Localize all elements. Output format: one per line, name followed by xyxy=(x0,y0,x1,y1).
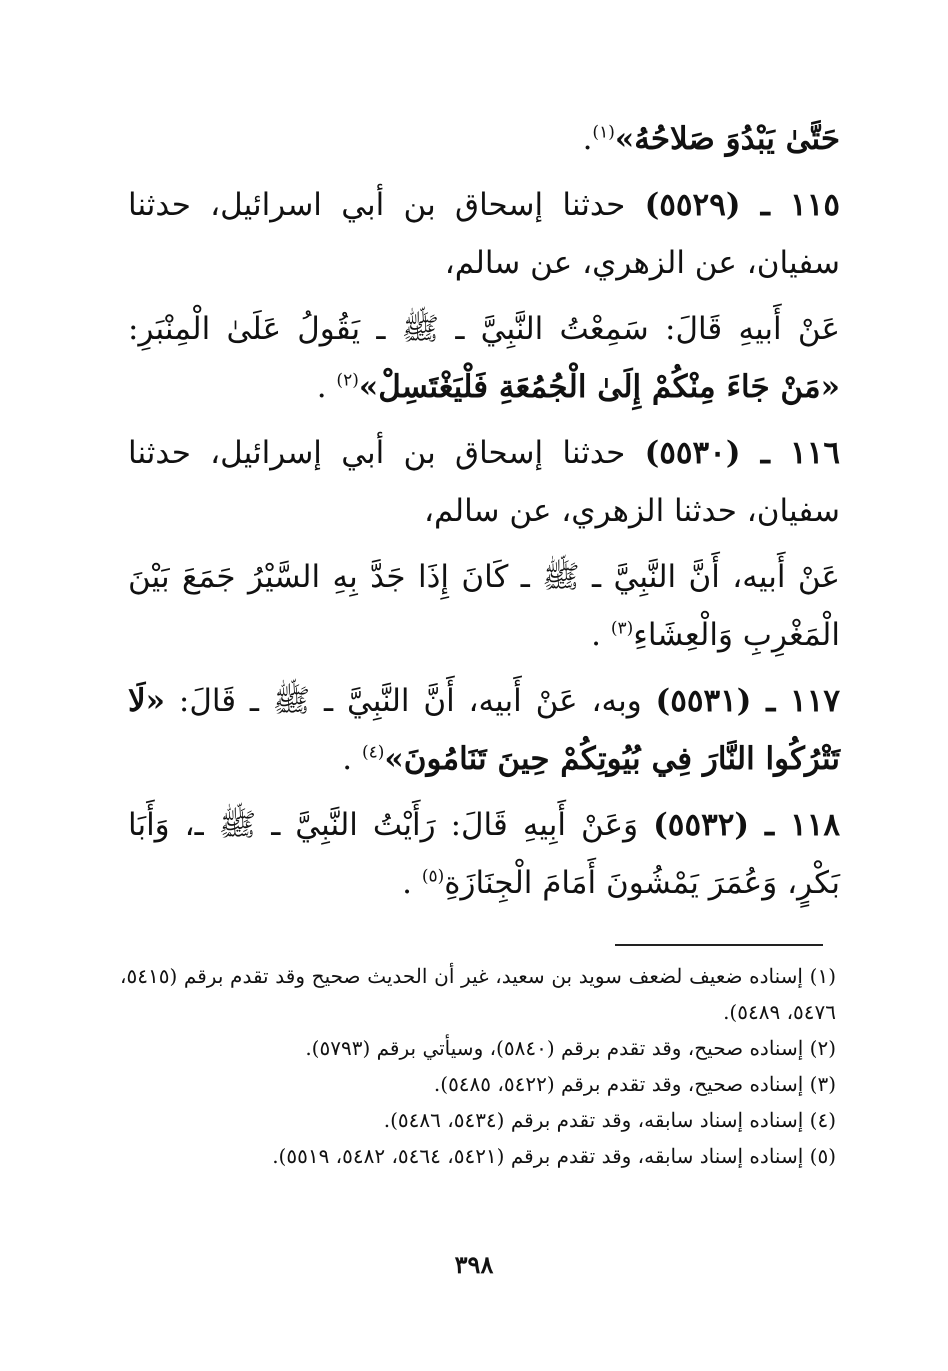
footnote-ref: (٥) xyxy=(421,866,445,887)
isnad-text: حدثنا إسحاق بن أبي اسرائيل، حدثنا سفيان، عن الزهري، عن سالم، xyxy=(128,187,840,281)
hadith-number: ١١٧ ـ (٥٥٣١) xyxy=(655,683,840,719)
footnote-ref: (٣) xyxy=(610,618,634,639)
hadith-text: حَتَّىٰ يَبْدُوَ صَلاحُهُ» xyxy=(614,121,840,157)
footnote-2: (٢) إسناده صحيح، وقد تقدم برقم (٥٨٤٠)، وسيأتي برقم (٥٧٩٣). xyxy=(305,1036,836,1060)
hadith-116-matn xyxy=(128,548,840,664)
hadith-number: ١١٥ ـ (٥٥٢٩) xyxy=(644,187,840,223)
hadith-number: ١١٦ ـ (٥٥٣٠) xyxy=(644,435,840,471)
punctuation: . xyxy=(342,741,362,777)
footnote-4: (٤) إسناده إسناد سابقه، وقد تقدم برقم (٥٤٣٤، ٥٤٨٦). xyxy=(383,1108,836,1132)
hadith-118 xyxy=(128,796,840,912)
matn-text: عَنْ أَبيهِ قَالَ: سَمِعْتُ النَّبِيَّ ـ ﷺ ـ يَقُولُ عَلَىٰ الْمِنْبَرِ: xyxy=(128,311,840,347)
hadith-text: وبه، عَنْ أَبيه، أَنَّ النَّبِيَّ ـ ﷺ ـ قَالَ: xyxy=(165,683,656,719)
isnad-text: حدثنا إسحاق بن أبي إسرائيل، حدثنا سفيان، حدثنا الزهري، عن سالم، xyxy=(128,435,840,529)
footnotes xyxy=(120,958,836,1174)
footnote-5: (٥) إسناده إسناد سابقه، وقد تقدم برقم (٥٤٢١، ٥٤٦٤، ٥٤٨٢، ٥٥١٩). xyxy=(272,1144,836,1168)
hadith-115-isnad xyxy=(128,176,840,292)
matn-text: عَنْ أَبيه، أَنَّ النَّبِيَّ ـ ﷺ ـ كَانَ إِذَا جَدَّ بِهِ السَّيْرُ جَمَعَ بَيْنَ الْمَغْرِبِ وَالْعِشَاءِ xyxy=(128,559,840,653)
hadith-quote: «لَا تَتْرُكُوا النَّارَ فِي بُيُوتِكُمْ حِينَ تَنَامُونَ» xyxy=(128,683,840,777)
hadith-116-isnad xyxy=(128,424,840,540)
main-text xyxy=(128,110,840,912)
footnote-1: (١) إسناده ضعيف لضعف سويد بن سعيد، غير أن الحديث صحيح وقد تقدم برقم (٥٤١٥، ٥٤٧٦، ٥٤٨٩). xyxy=(120,964,836,1024)
page-number: ٣٩٨ xyxy=(454,1250,494,1279)
punctuation: . xyxy=(402,865,422,901)
footnote-ref: (٢) xyxy=(336,370,359,391)
hadith-text: وَعَنْ أَبِيهِ قَالَ: رَأَيْتُ النَّبِيَّ ـ ﷺ ـ، وَأَبَا بَكْرٍ، وَعُمَرَ يَمْشُونَ أَمَامَ الْجِنَازَةِ xyxy=(128,807,840,901)
footnote-ref: (١) xyxy=(592,122,615,143)
paragraph-continuation xyxy=(128,110,840,168)
hadith-number: ١١٨ ـ (٥٥٣٢) xyxy=(653,807,841,843)
punctuation: . xyxy=(316,369,337,405)
hadith-quote: «مَنْ جَاءَ مِنْكُمْ إِلَىٰ الْجُمُعَةِ فَلْيَغْتَسِلْ» xyxy=(358,369,840,405)
punctuation: . xyxy=(582,121,593,157)
footnote-3: (٣) إسناده صحيح، وقد تقدم برقم (٥٤٢٢، ٥٤٨٥). xyxy=(433,1072,836,1096)
hadith-115-matn xyxy=(128,300,840,416)
footnote-separator xyxy=(615,944,823,946)
footnote-ref: (٤) xyxy=(361,742,385,763)
hadith-117 xyxy=(128,672,840,788)
punctuation: . xyxy=(591,617,611,653)
